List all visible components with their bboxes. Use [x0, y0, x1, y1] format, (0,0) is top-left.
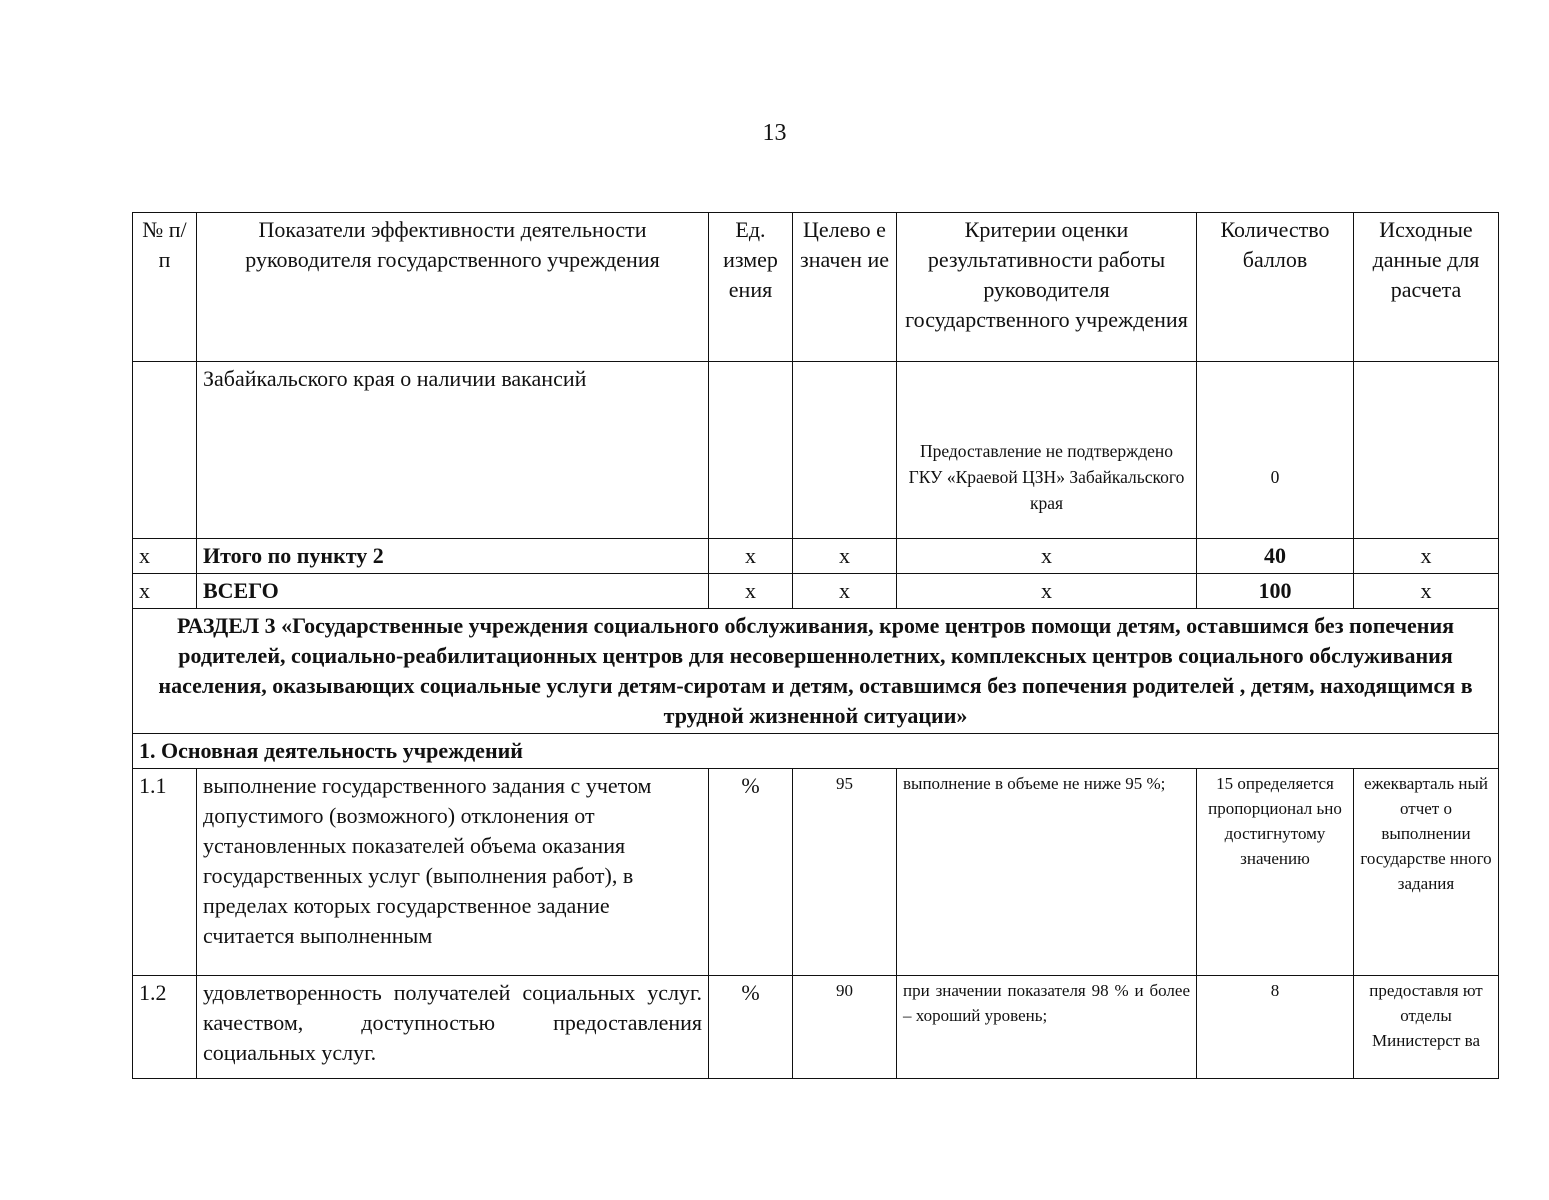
section-title: РАЗДЕЛ 3 «Государственные учреждения социального обслуживания, кроме центров помощи детям, оставшимся без попечения родителей, социально-реабилитационных центров для несовершеннолетних, комплексных центров социального обслуживания населения, оказывающих социальные услуги детям-сиротам и детям, оставшимся без попечения родителей , детям, находящимся в трудной жизненной ситуации» — [133, 609, 1499, 734]
cell-target: х — [793, 539, 897, 574]
header-source: Исходные данные для расчета — [1354, 213, 1499, 362]
vsego-score: 100 — [1197, 574, 1354, 609]
cell-unit: х — [709, 574, 793, 609]
cell-target: х — [793, 574, 897, 609]
score-text: 0 — [1270, 467, 1280, 487]
header-score: Количество баллов — [1197, 213, 1354, 362]
cell-source: х — [1354, 574, 1499, 609]
cell-score: 8 — [1197, 976, 1354, 1079]
itogo-score: 40 — [1197, 539, 1354, 574]
cell-unit: % — [709, 769, 793, 976]
cell-source — [1354, 362, 1499, 539]
table-row — [133, 362, 1499, 539]
header-indicator: Показатели эффективности деятельности руководителя государственного учреждения — [197, 213, 709, 362]
cell-unit: х — [709, 539, 793, 574]
cell-unit: % — [709, 976, 793, 1079]
cell-criteria — [897, 362, 1197, 539]
cell-indicator: выполнение государственного задания с учетом допустимого (возможного) отклонения от установленных показателей объема оказания государственных услуг (выполнения работ), в пределах которых государственное задание считается выполненным — [197, 769, 709, 976]
cell-criteria: при значении показателя 98 % и более – хороший уровень; — [897, 976, 1197, 1079]
vsego-row — [133, 574, 1499, 609]
criteria-text: Предоставление не подтверждено ГКУ «Краевой ЦЗН» Забайкальского края — [908, 441, 1185, 513]
cell-source: предоставля ют отделы Министерст ва — [1354, 976, 1499, 1079]
cell-source: х — [1354, 539, 1499, 574]
cell-score: 15 определяется пропорционал ьно достигнутому значению — [1197, 769, 1354, 976]
header-criteria: Критерии оценки результативности работы руководителя государственного учреждения — [897, 213, 1197, 362]
subsection-row — [133, 734, 1499, 769]
cell-criteria: х — [897, 574, 1197, 609]
cell-indicator: Забайкальского края о наличии вакансий — [197, 362, 709, 539]
header-row — [133, 213, 1499, 362]
itogo-label: Итого по пункту 2 — [197, 539, 709, 574]
table-row — [133, 976, 1499, 1079]
header-unit: Ед. измер ения — [709, 213, 793, 362]
cell-num: х — [133, 539, 197, 574]
header-target: Целево е значен ие — [793, 213, 897, 362]
cell-num — [133, 362, 197, 539]
cell-criteria: х — [897, 539, 1197, 574]
header-num: № п/п — [133, 213, 197, 362]
subsection-title: 1. Основная деятельность учреждений — [133, 734, 1499, 769]
cell-target: 95 — [793, 769, 897, 976]
vsego-label: ВСЕГО — [197, 574, 709, 609]
cell-unit — [709, 362, 793, 539]
cell-indicator: удовлетворенность получателей социальных услуг. качеством, доступностью предоставления социальных услуг. — [197, 976, 709, 1079]
cell-num: 1.2 — [133, 976, 197, 1079]
cell-source: ежекварталь ный отчет о выполнении государстве нного задания — [1354, 769, 1499, 976]
cell-criteria: выполнение в объеме не ниже 95 %; — [897, 769, 1197, 976]
cell-score — [1197, 362, 1354, 539]
cell-target — [793, 362, 897, 539]
page-number: 13 — [762, 120, 787, 146]
cell-target: 90 — [793, 976, 897, 1079]
cell-num: 1.1 — [133, 769, 197, 976]
evaluation-table — [132, 212, 1499, 1079]
cell-num: х — [133, 574, 197, 609]
itogo-row — [133, 539, 1499, 574]
table-row — [133, 769, 1499, 976]
section-row — [133, 609, 1499, 734]
